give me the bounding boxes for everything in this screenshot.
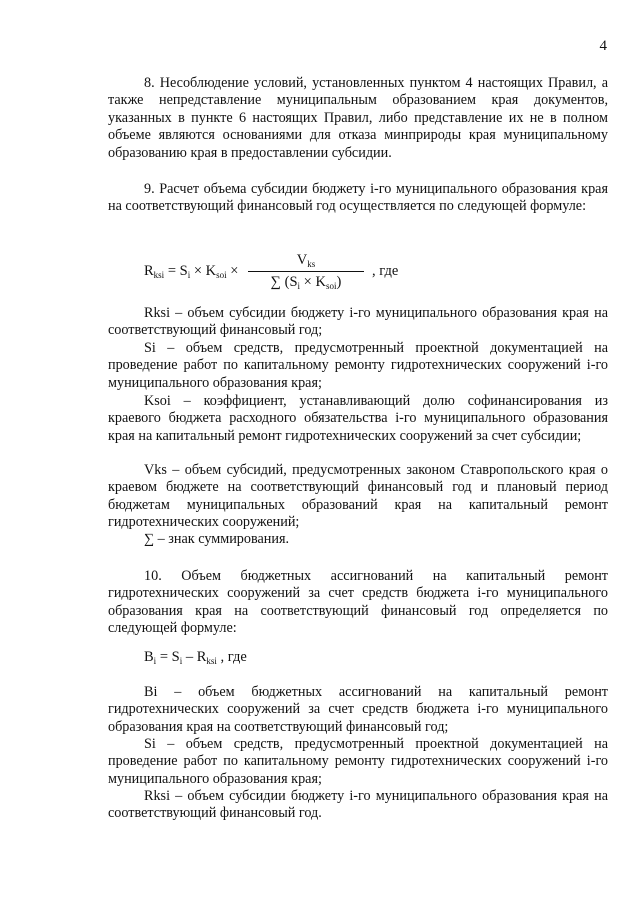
formula-rksi-tail: , где xyxy=(372,263,399,279)
definition-rksi: Rksi – объем субсидии бюджету i-го муниципального образования края на соответствующий финансовый год; xyxy=(108,305,608,339)
definition-bi: Bi – объем бюджетных ассигнований на капитальный ремонт гидротехнических сооружений за счет средств бюджета i-го муниципального образования края на соответствующий финансовый год; xyxy=(108,684,608,735)
formula-rksi-lhs: R xyxy=(144,263,154,279)
definition-si: Si – объем средств, предусмотренный проектной документацией на проведение работ по капитальному ремонту гидротехнических сооружений i-го муниципального образования края; xyxy=(108,340,608,391)
formula-rksi: $R_{ksi} = S_i \times K_{soi}$ × $V_{ks}$ ∑ $(S_i \times K_{soi})$ , где xyxy=(144,252,399,291)
paragraph-8: 8. Несоблюдение условий, установленных пунктом 4 настоящих Правил, а также непредставление муниципальным образованием края документов, указанных в пункте 6 настоящих Правил, либо представление их не в полном объеме являются основаниями для отказа минприроды края муниципальному образованию края в предоставлении субсидии. xyxy=(108,75,608,161)
formula-bi: $B_i = S_i - R_{ksi}$ , где xyxy=(144,649,247,666)
page-number: 4 xyxy=(599,38,607,54)
formula-rksi-fraction: $V_{ks}$ ∑ $(S_i \times K_{soi})$ xyxy=(248,252,364,291)
definition-sum: ∑ – знак суммирования. xyxy=(144,531,290,547)
paragraph-10: 10. Объем бюджетных ассигнований на капитальный ремонт гидротехнических сооружений за счет средств бюджета i-го муниципального образования края на соответствующий финансовый год определяется по следующей формуле: xyxy=(108,568,608,637)
paragraph-9: 9. Расчет объема субсидии бюджету i-го муниципального образования края на соответствующий финансовый год осуществляется по следующей формуле: xyxy=(108,181,608,215)
definition-vks: Vks – объем субсидий, предусмотренных законом Ставропольского края о краевом бюджете на соответствующий финансовый год и плановый период бюджетам муниципальных образований края на капитальный ремонт гидротехнических сооружений; xyxy=(108,462,608,531)
definition-ksoi: Ksoi – коэффициент, устанавливающий долю софинансирования из краевого бюджета расходного обязательства i-го муниципального образования края на капитальный ремонт гидротехнических сооружений за счет субсидии; xyxy=(108,393,608,444)
definition-si-2: Si – объем средств, предусмотренный проектной документацией на проведение работ по капитальному ремонту гидротехнических сооружений i-го муниципального образования края; xyxy=(108,736,608,787)
definition-rksi-2: Rksi – объем субсидии бюджету i-го муниципального образования края на соответствующий финансовый год. xyxy=(108,788,608,822)
